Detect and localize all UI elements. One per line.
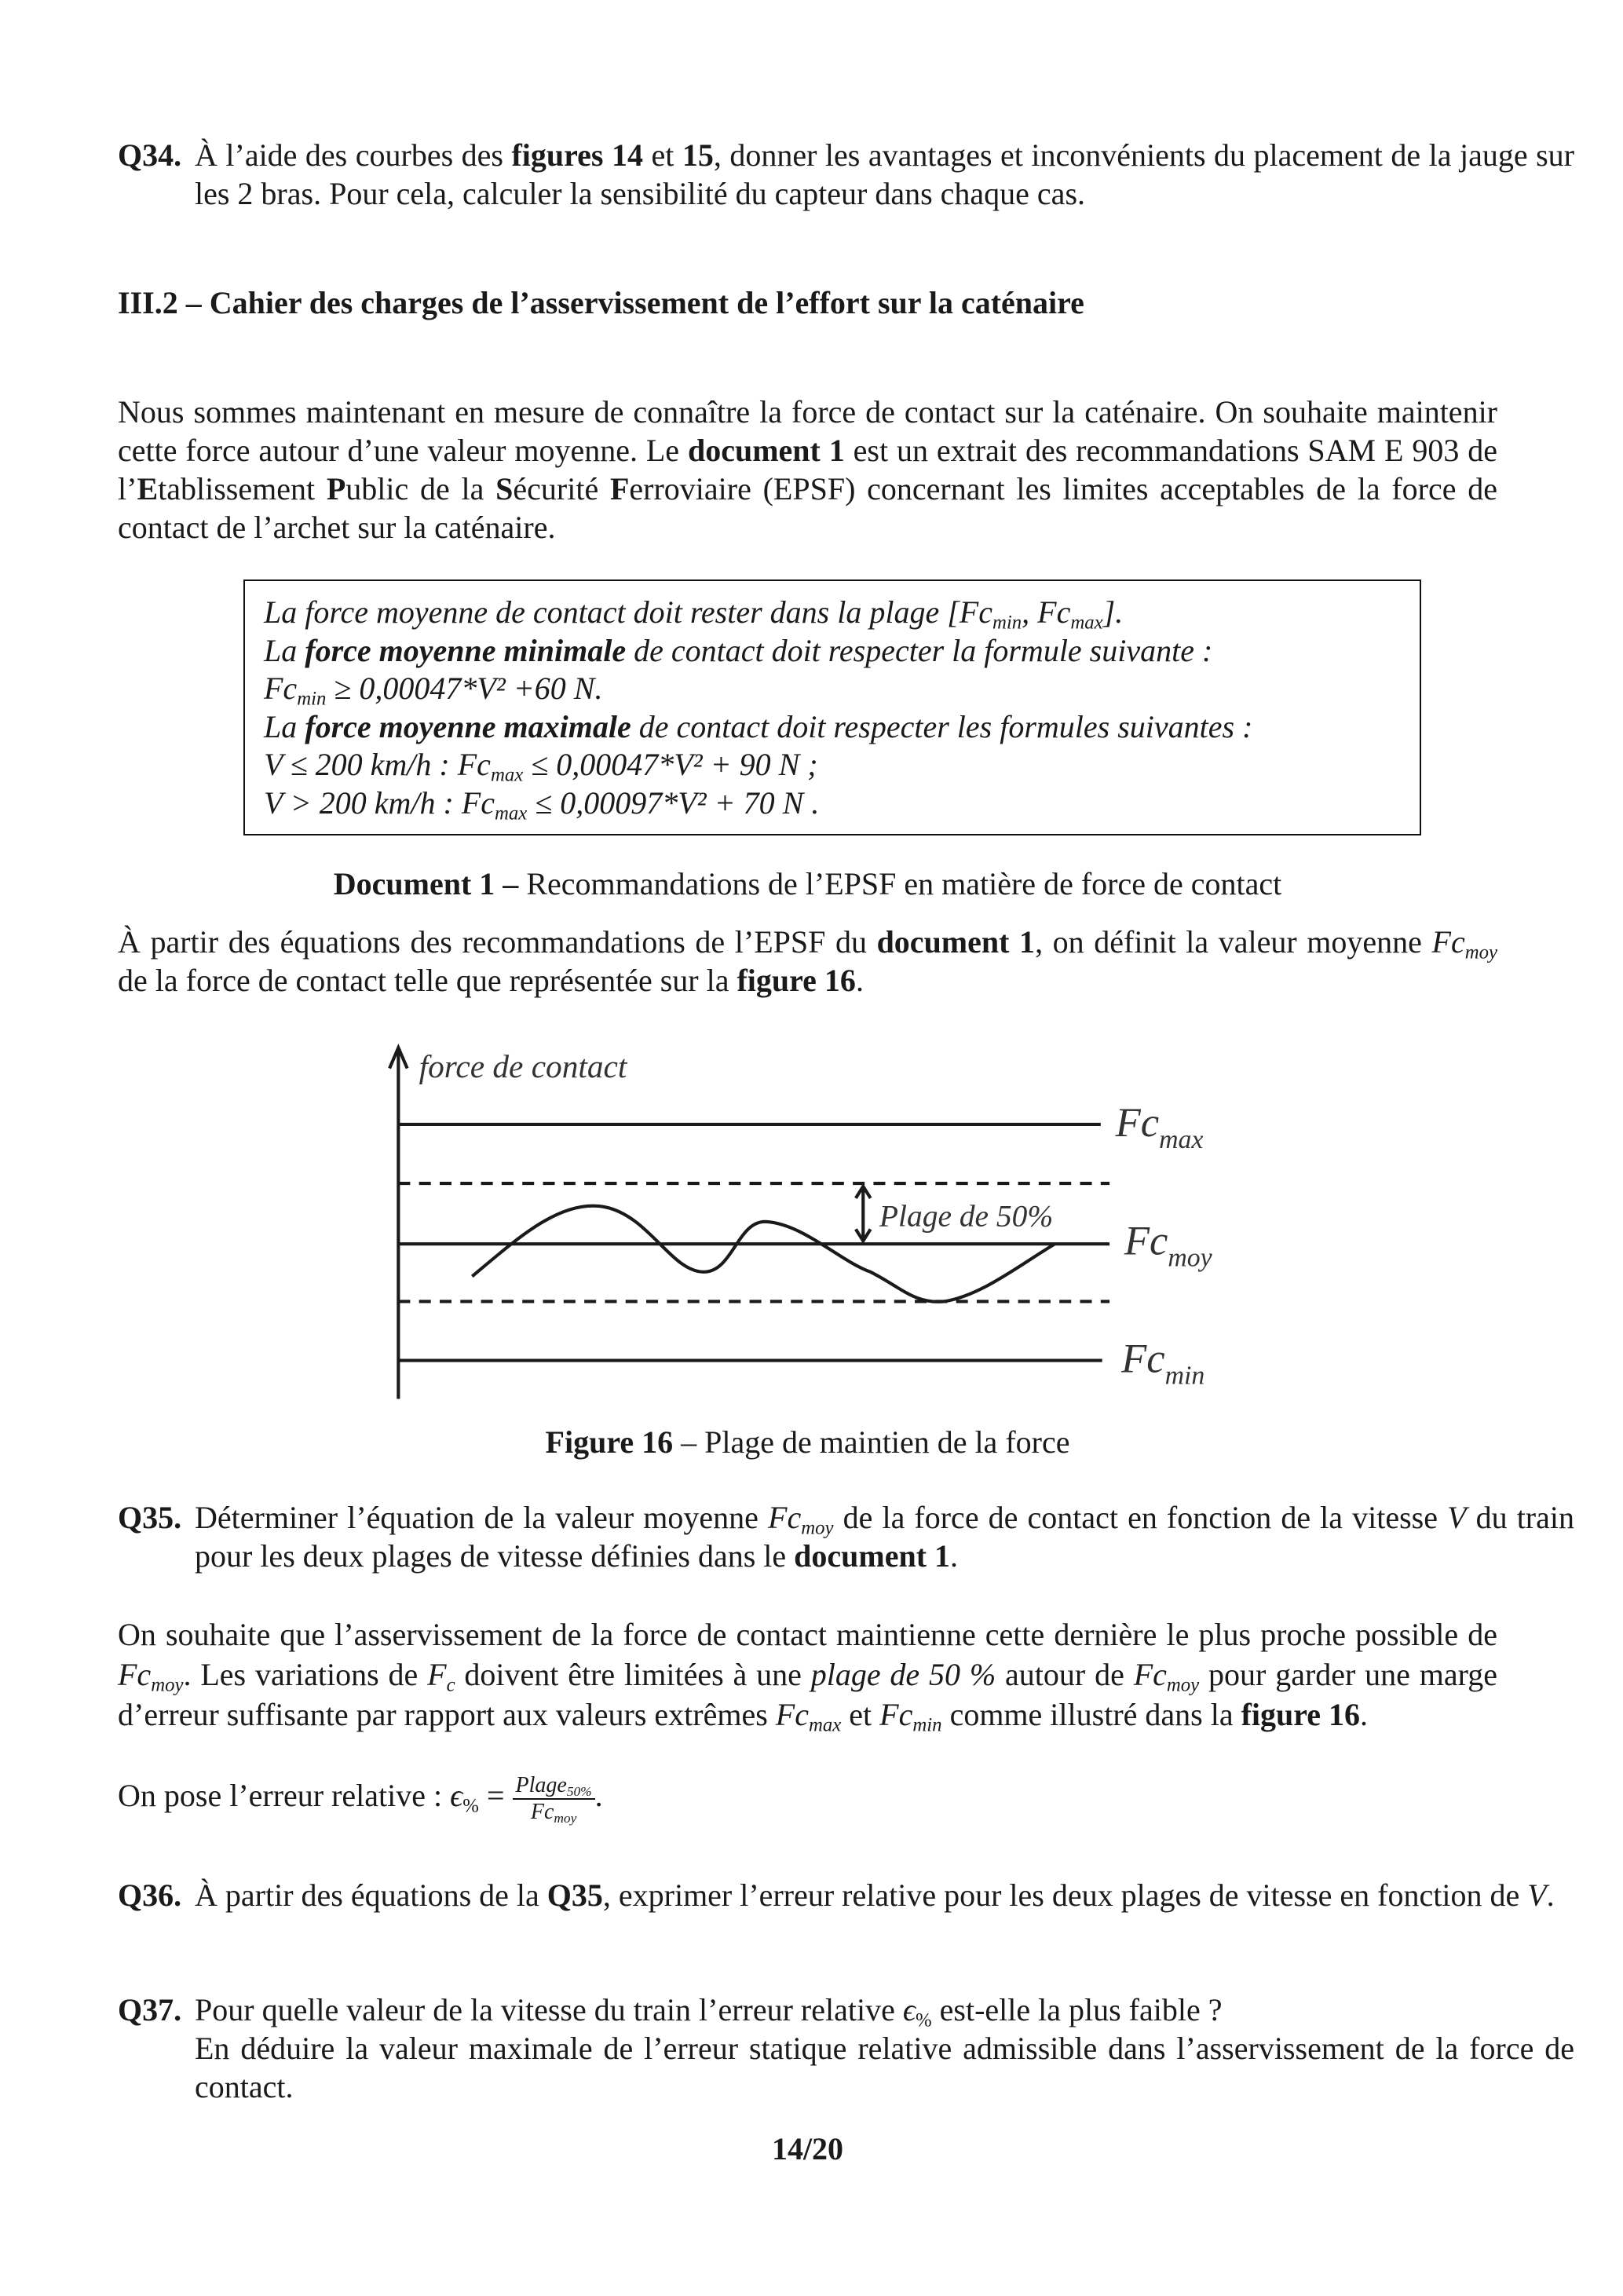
band-label: Plage de 50% xyxy=(879,1198,1054,1234)
text: écurité xyxy=(513,471,610,506)
doc-line: $Fc_{min} \ge 0,00047*V^2 +60$ N. xyxy=(264,671,603,710)
text: , donner les avantages et inconvénients du placement de la jauge sur les 2 bras. Pour cela, calculer la sensibilité du capteur dans chaque cas. xyxy=(195,137,1574,211)
y-axis-arrow-icon xyxy=(389,1047,408,1068)
question-35: Q35. Déterminer l’équation de la valeur moyenne $Fc_{moy}$ de la force de contact en fonction de la vitesse V du train pour les deux plages de vitesse définies dans le document 1. xyxy=(118,1500,1574,1574)
question-34 xyxy=(118,136,1574,213)
fcmin-label: $Fc_{min}$ xyxy=(1121,1336,1205,1391)
text: P xyxy=(326,471,346,506)
text: S xyxy=(495,471,514,506)
intro-paragraph xyxy=(118,393,1497,547)
relative-error-formula: On pose l’erreur relative : $\epsilon_{\%}$ = $\frac{Plage_{50\%}}{Fc_{moy}}$ . xyxy=(118,1773,603,1826)
question-36: Q36. À partir des équations de la Q35, exprimer l’erreur relative pour les deux plages de vitesse en fonction de V. xyxy=(118,1877,1555,1913)
paragraph-2: À partir des équations des recommandations de l’EPSF du document 1, on définit la valeur moyenne $Fc_{moy}$ de la force de contact telle que représentée sur la figure 16. xyxy=(118,924,1498,998)
fraction: $\frac{Plage_{50\%}}{Fc_{moy}}$ xyxy=(513,1773,595,1825)
page-number: 14/20 xyxy=(771,2131,844,2166)
doc-line: V ≤ 200 km/h : $Fc_{max} \le 0,00047*V^2 + 90$ N ; xyxy=(264,747,818,786)
y-axis-label: force de contact xyxy=(419,1047,627,1084)
doc-line: La force moyenne minimale de contact doit respecter la formule suivante : xyxy=(264,632,1213,668)
figure-caption: Figure 16 – Plage de maintien de la force xyxy=(545,1424,1070,1460)
question-37: Q37. Pour quelle valeur de la vitesse du train l’erreur relative $\epsilon_{\%}$ est-elle la plus faible ? En déduire la valeur maximale de l’erreur statique relative admissible dans l’asservissement de la force de contact. xyxy=(118,1992,1574,2104)
section-title: III.2 – Cahier des charges de l’asservissement de l’effort sur la caténaire xyxy=(118,285,1084,320)
document-1-box xyxy=(243,579,1421,835)
paragraph-3: On souhaite que l’asservissement de la force de contact maintienne cette dernière le plus proche possible de $Fc_{moy}$. Les variations de $F_c$ doivent être limitées à une plage de 50 % autour de $Fc_{moy}$ pour garder une marge d’erreur suffisante par rapport aux valeurs extrêmes $Fc_{max}$ et $Fc_{min}$ comme illustré dans la figure 16. xyxy=(118,1617,1498,1736)
text: F xyxy=(609,471,630,506)
doc-line: La force moyenne de contact doit rester dans la plage [$Fc_{min}$, $Fc_{max}$]. xyxy=(264,594,1124,634)
document-caption: Document 1 – Recommandations de l’EPSF en matière de force de contact xyxy=(333,866,1282,901)
text: Nous sommes maintenant en mesure de connaître la force de contact sur la caténaire. On souhaite maintenir cette force autour d’une valeur moyenne. Le xyxy=(118,394,1497,468)
text: À l’aide des courbes des xyxy=(195,137,512,173)
text: ublic de la xyxy=(345,471,496,506)
question-number: Q34. xyxy=(118,137,182,173)
text: erroviaire (EPSF) concernant les limites acceptables de la force de contact de l’archet sur la caténaire. xyxy=(118,471,1498,545)
text: tablissement xyxy=(158,471,327,506)
double-arrow-icon xyxy=(856,1186,871,1241)
fcmax-label: $Fc_{max}$ xyxy=(1115,1099,1204,1154)
text: est un extrait des recommandations SAM E 903 de l’ xyxy=(118,433,1498,506)
text: et xyxy=(642,137,682,173)
fcmoy-label: $Fc_{moy}$ xyxy=(1124,1218,1212,1273)
text: document 1 xyxy=(687,433,845,468)
force-curve xyxy=(472,1206,1055,1302)
text: E xyxy=(137,471,159,506)
doc-line: V > 200 km/h : $Fc_{max} \le 0,00097*V^2 + 70$ N . xyxy=(264,784,820,824)
text: figures 14 xyxy=(511,137,643,173)
doc-line: La force moyenne maximale de contact doit respecter les formules suivantes : xyxy=(264,708,1253,744)
text: 15 xyxy=(682,137,714,173)
